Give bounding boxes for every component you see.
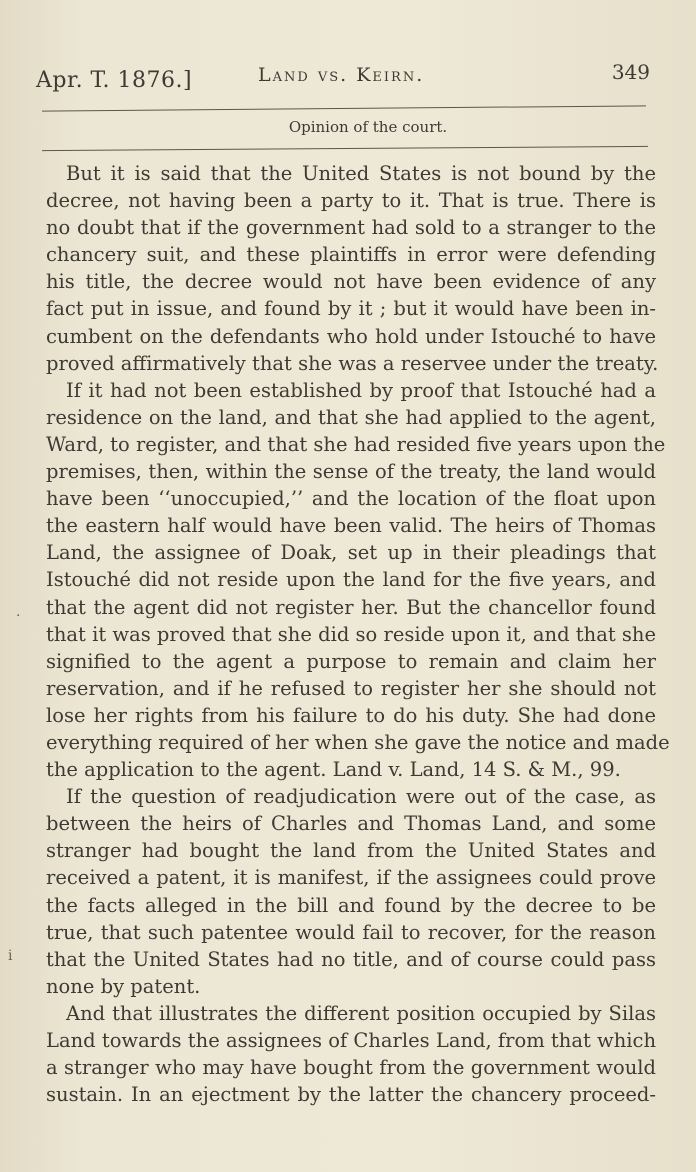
text-line: none by patent. <box>46 974 201 998</box>
text-line: no doubt that if the government had sold to a stranger to the <box>46 216 656 240</box>
paragraph <box>46 160 659 377</box>
case-title: Land vs. Keirn. <box>258 64 425 86</box>
text-line: everything required of her when she gave the notice and made <box>46 730 670 754</box>
text-line: proved affirmatively that she was a reservee under the treaty. <box>46 351 659 375</box>
text-line: And that illustrates the different position occupied by Silas <box>66 1001 656 1025</box>
margin-speck: ⅰ <box>8 948 13 964</box>
text-line: fact put in issue, and found by it ; but it would have been in- <box>46 297 656 321</box>
text-line: chancery suit, and these plaintiffs in error were defending <box>46 243 656 267</box>
text-line: But it is said that the United States is not bound by the <box>66 162 656 185</box>
paragraph <box>46 377 670 783</box>
text-line: the application to the agent. Land v. Land, 14 S. & M., 99. <box>46 758 621 782</box>
text-line: that it was proved that she did so reside upon it, and that she <box>46 622 656 646</box>
text-line: sustain. In an ejectment by the latter the chancery proceed- <box>46 1083 656 1107</box>
header-rule-top <box>42 105 646 111</box>
text-line: lose her rights from his failure to do his duty. She had done <box>46 703 656 727</box>
text-line: If it had not been established by proof that Istouché had a <box>66 378 656 402</box>
running-head <box>36 60 650 94</box>
header-rule-bottom <box>42 146 648 151</box>
text-line: cumbent on the defendants who hold under Istouché to have <box>46 324 656 348</box>
text-line: that the United States had no title, and of course could pass <box>46 947 656 971</box>
text-line: true, that such patentee would fail to recover, for the reason <box>46 920 656 944</box>
section-label: Opinion of the court. <box>288 118 448 136</box>
text-line: received a patent, it is manifest, if the assignees could prove <box>46 866 656 890</box>
text-line: between the heirs of Charles and Thomas Land, and some <box>46 812 656 836</box>
page-number: 349 <box>611 60 650 84</box>
text-line: a stranger who may have bought from the government would <box>46 1056 656 1080</box>
text-line: premises, then, within the sense of the treaty, the land would <box>46 460 656 484</box>
text-line: If the question of readjudication were out of the case, as <box>66 785 656 809</box>
term-citation: Apr. T. 1876.] <box>36 68 193 93</box>
paragraph <box>46 1000 656 1108</box>
text-line: Ward, to register, and that she had resided five years upon the <box>46 432 666 456</box>
opinion-text <box>46 160 670 1108</box>
text-line: his title, the decree would not have been evidence of any <box>46 270 656 294</box>
text-line: reservation, and if he refused to register her she should not <box>46 676 656 700</box>
text-line: the facts alleged in the bill and found by the decree to be <box>46 893 656 917</box>
text-line: Istouché did not reside upon the land for the five years, and <box>46 568 656 592</box>
paragraph <box>46 783 656 1000</box>
text-line: residence on the land, and that she had applied to the agent, <box>46 405 656 429</box>
text-line: that the agent did not register her. But the chancellor found <box>46 595 656 619</box>
text-line: Land towards the assignees of Charles Land, from that which <box>46 1029 656 1052</box>
text-line: Land, the assignee of Doak, set up in their pleadings that <box>46 541 656 565</box>
margin-speck: · <box>16 608 21 624</box>
text-line: the eastern half would have been valid. The heirs of Thomas <box>46 514 656 538</box>
text-line: stranger had bought the land from the United States and <box>46 839 656 863</box>
text-line: have been ‘‘unoccupied,’’ and the location of the float upon <box>46 487 656 511</box>
text-line: signified to the agent a purpose to remain and claim her <box>46 649 656 673</box>
text-line: decree, not having been a party to it. That is true. There is <box>46 189 656 213</box>
